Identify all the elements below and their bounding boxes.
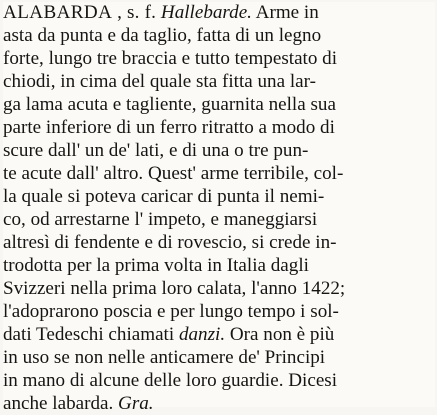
entry-line-8: te acute dall' altro. Quest' arme terribile, col- — [3, 163, 344, 184]
entry-line-7: scure dall' un de' lati, e di una o tre pun- — [3, 140, 309, 161]
entry-line-16: in uso se non nelle anticamere de' Principi — [3, 347, 326, 368]
entry-line-4: chiodi, in cima del quale sta fitta una lar- — [3, 71, 316, 92]
line-18-start: anche labarda. — [3, 393, 114, 414]
entry-line-11: altresì di fendente e di rovescio, si crede in- — [3, 232, 337, 253]
headword: ALABARDA — [3, 2, 113, 23]
entry-line-18 — [3, 393, 154, 415]
french-equivalent: Hallebarde. — [160, 2, 252, 23]
definition-start: Arme in — [255, 2, 319, 23]
entry-line-9: la quale si poteva caricar di punta il nemi- — [3, 186, 325, 207]
author-abbreviation: Gra. — [118, 393, 154, 414]
entry-line-14: l'adoprarono poscia e per lungo tempo i sol- — [3, 301, 339, 322]
entry-line-3: forte, lungo tre braccia e tutto tempestato di — [3, 48, 338, 69]
entry-line-2: asta da punta e da taglio, fatta di un legno — [3, 25, 322, 46]
entry-line-10: co, od arrestarne l' impeto, e maneggiarsi — [3, 209, 318, 230]
entry-line-15 — [3, 324, 334, 346]
entry-line-1 — [3, 2, 319, 24]
entry-line-17: in mano di alcune delle loro guardie. Dicesi — [3, 370, 338, 391]
line-15-start: dati Tedeschi chiamati — [3, 324, 175, 345]
entry-line-13: Svizzeri nella prima loro calata, l'anno 1422; — [3, 278, 346, 299]
grammar-label: , s. f. — [117, 2, 157, 23]
entry-line-5: ga lama acuta e tagliente, guarnita nella sua — [3, 94, 336, 115]
dictionary-entry-page — [3, 2, 435, 414]
entry-line-6: parte inferiore di un ferro ritratto a modo di — [3, 117, 335, 138]
entry-line-12: trodotta per la prima volta in Italia dagli — [3, 255, 309, 276]
line-15-end: Ora non è più — [229, 324, 335, 345]
danzi-term: danzi. — [178, 324, 226, 345]
